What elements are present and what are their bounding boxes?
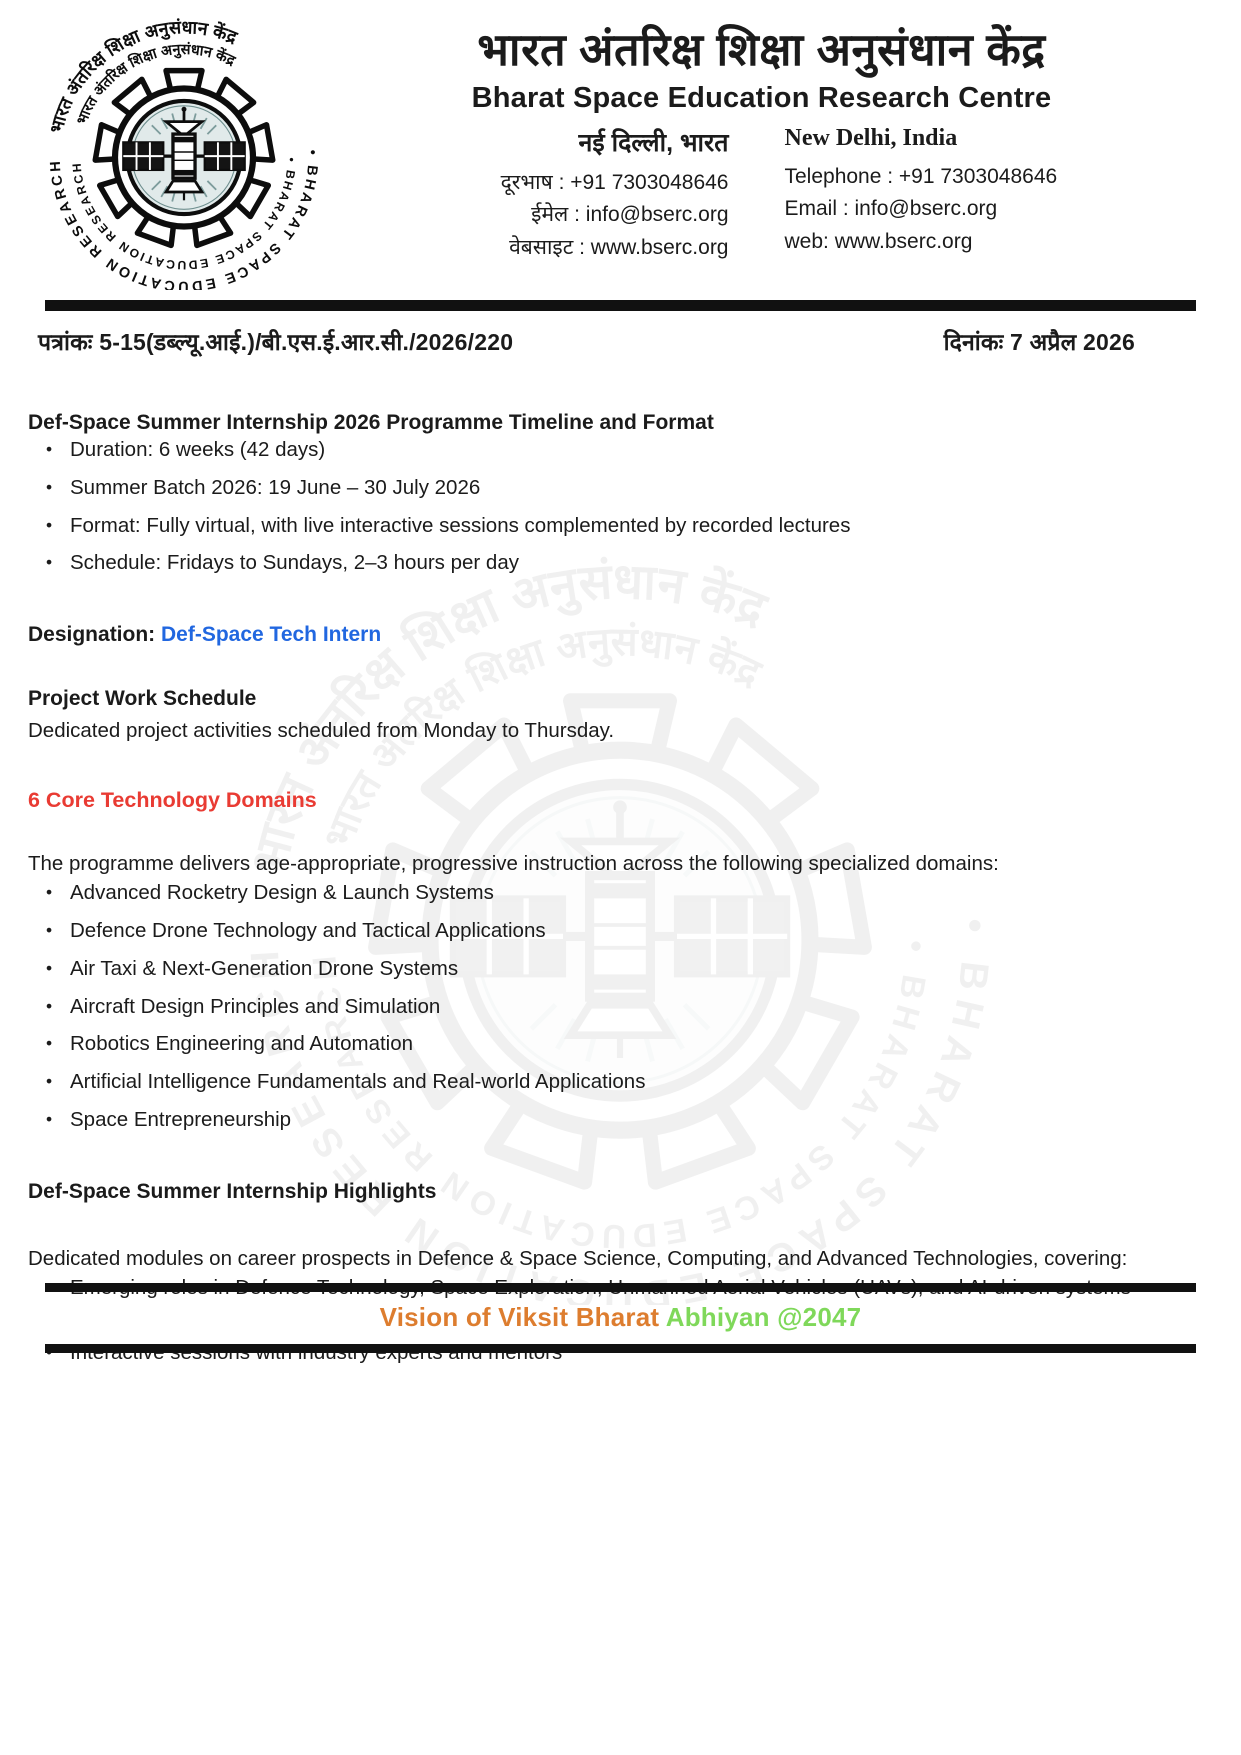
project-work-heading: Project Work Schedule	[28, 687, 257, 710]
list-item: • Summer Batch 2026: 19 June – 30 July 2026	[46, 473, 1213, 504]
footer-divider-top	[45, 1283, 1196, 1292]
location-english: New Delhi, India	[784, 124, 958, 151]
contact-block	[322, 125, 1201, 265]
list-item: • Artificial Intelligence Fundamentals and Real-world Applications	[46, 1067, 1213, 1098]
list-item: • Format: Fully virtual, with live interactive sessions complemented by recorded lectures	[46, 511, 1213, 542]
list-item: • Space Entrepreneurship	[46, 1105, 1213, 1136]
designation-value: Def-Space Tech Intern	[161, 623, 382, 646]
list-item: • Duration: 6 weeks (42 days)	[46, 435, 1213, 466]
header-divider	[45, 300, 1196, 311]
footer-slogan-orange: Vision of Viksit Bharat	[379, 1301, 666, 1332]
designation-label: Designation:	[28, 623, 162, 646]
org-title-english: Bharat Space Education Research Centre	[471, 81, 1052, 114]
location-hindi: नई दिल्ली, भारत	[578, 128, 729, 157]
list-item: • Air Taxi & Next-Generation Drone Systems	[46, 954, 1213, 985]
website-hindi: वेबसाइट : www.bserc.org	[509, 235, 729, 259]
contact-column-english	[785, 125, 1095, 265]
phone-hindi: दूरभाष : +91 7303048646	[500, 170, 729, 194]
footer-slogan	[45, 1292, 1196, 1344]
org-title-hindi: भारत अंतरिक्ष शिक्षा अनुसंधान केंद्र	[477, 24, 1046, 75]
list-item: • Schedule: Fridays to Sundays, 2–3 hours per day	[46, 548, 1213, 579]
contact-column-hindi	[429, 125, 729, 265]
letterhead-header	[0, 0, 1241, 290]
website-english: web: www.bserc.org	[784, 229, 973, 253]
email-english: Email : info@bserc.org	[784, 197, 998, 221]
email-hindi: ईमेल : info@bserc.org	[531, 203, 729, 227]
designation-line	[28, 623, 1213, 647]
organisation-logo	[46, 14, 322, 290]
reference-number: पत्रांकः 5-15(डब्ल्यू.आई.)/बी.एस.ई.आर.सी./2026/220	[38, 329, 514, 355]
reference-date: दिनांकः 7 अप्रैल 2026	[943, 329, 1135, 355]
list-item: • Robotics Engineering and Automation	[46, 1029, 1213, 1060]
header-text-block	[322, 14, 1201, 264]
list-item: • Advanced Rocketry Design & Launch Systems	[46, 878, 1213, 909]
reference-row	[0, 311, 1241, 357]
project-work-body: Dedicated project activities scheduled from Monday to Thursday.	[28, 719, 615, 742]
timeline-heading: Def-Space Summer Internship 2026 Programme Timeline and Format	[28, 411, 714, 434]
footer-divider-bottom	[45, 1344, 1196, 1353]
list-item: • Defence Drone Technology and Tactical Applications	[46, 916, 1213, 947]
domains-bullet-list	[28, 878, 1213, 1135]
timeline-bullet-list	[28, 435, 1213, 579]
highlights-heading: Def-Space Summer Internship Highlights	[28, 1179, 437, 1203]
domains-heading: 6 Core Technology Domains	[28, 787, 317, 812]
list-item: • Aircraft Design Principles and Simulation	[46, 992, 1213, 1023]
footer-slogan-green: Abhiyan @2047	[665, 1301, 862, 1332]
domains-intro: The programme delivers age-appropriate, progressive instruction across the following specialized domains:	[28, 851, 999, 875]
phone-english: Telephone : +91 7303048646	[784, 164, 1058, 188]
highlights-intro: Dedicated modules on career prospects in Defence & Space Science, Computing, and Advanced Technologies, covering:	[28, 1246, 1128, 1270]
page-footer	[45, 1283, 1196, 1353]
document-body	[0, 411, 1241, 1369]
